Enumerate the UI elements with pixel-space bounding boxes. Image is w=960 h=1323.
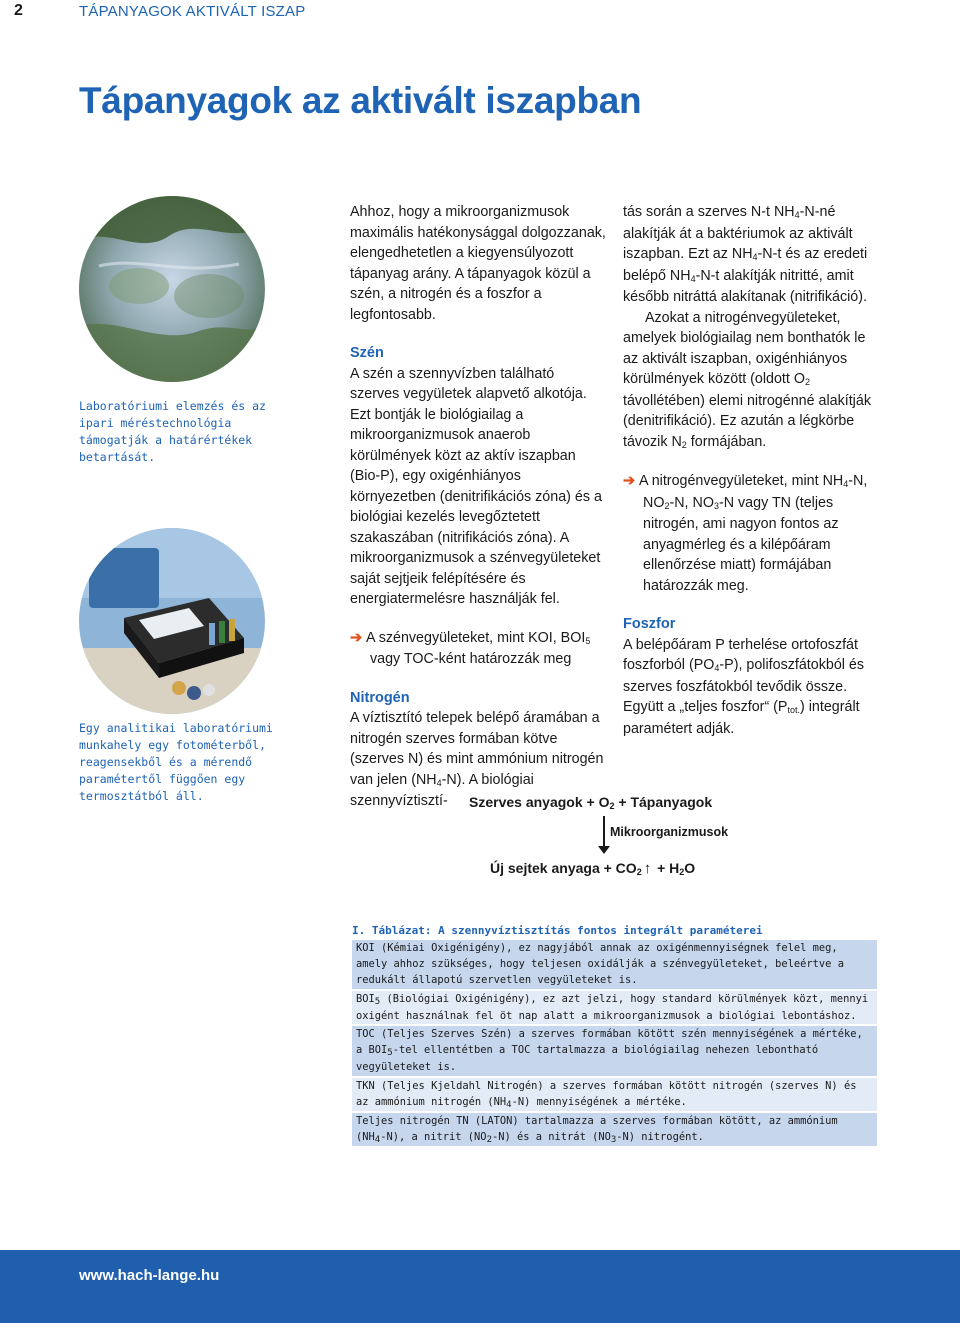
heading-nitrogen: Nitrogén [350,689,410,706]
reaction-arrow-head [598,846,610,854]
arrow-up-icon: ↑ [643,860,652,877]
pond-photo-image [79,196,265,382]
arrow-right-icon: ➔ [623,473,635,489]
table-row-koi: KOI (Kémiai Oxigénigény), ez nagyjából annak az oxigénmennyiségnek felel meg, amely ahhoz szükséges, hogy teljesen oxidálják a szénvegyületeket, beleértve a redukált állapotú szervetlen vegyületeket is. [352,940,877,989]
foszfor-paragraph: A belépőáram P terhelése ortofoszfát foszforból (PO4-P), polifoszfátokból és szerves foszfátokból tevődik össze. Együtt a „teljes foszfor“ (Ptot.) integrált paramétert adják. [623,636,865,737]
equation-catalyst: Mikroorganizmusok [610,825,729,839]
page-title: Tápanyagok az aktivált iszapban [79,80,642,121]
heading-szen: Szén [350,345,384,361]
page-number: 2 [14,2,23,19]
intro-paragraph: Ahhoz, hogy a mikroorganizmusok maximális hatékonysággal dolgozzanak, elengedhetetlen a kiegyensúlyozott tápanyag arány. A tápanyagok közül a szén, a nitrogén és a foszfor a legfontosabb. [350,204,606,323]
pond-photo [79,196,265,382]
table-row-boi: BOI5 (Biológiai Oxigénigény), ez azt jelzi, hogy standard körülmények közt, mennyi oxigént használnak fel öt nap alatt a mikroorganizmusok a biológiai lebontáshoz. [352,991,877,1024]
parameters-table [352,924,877,1148]
caption-lab: Egy analitikai laboratóriumi munkahely egy fotométerből, reagensekből és a mérendő paramétertől függően egy termosztátból áll. [79,721,273,803]
table-row-toc: TOC (Teljes Szerves Szén) a szerves formában kötött szén mennyiségének a mértéke, a BOI5-tel ellentétben a TOC tartalmazza a biológiailag nehezen lebontható vegyületeket is. [352,1026,877,1076]
equation-products: Új sejtek anyaga + CO2 ↑ + H2O [490,860,696,877]
footer-bar [0,1250,960,1323]
table-title: I. Táblázat: A szennyvíztisztítás fontos integrált paraméterei [352,924,763,937]
column-2 [623,202,883,739]
website-link[interactable]: www.hach-lange.hu [79,1267,220,1284]
nitrification-paragraph: tás során a szerves N-t NH4-N-né alakítják át a baktériumok az aktivált iszapban. Ezt az NH4-N-t és az eredeti belépő NH4-N-t alakítják nitritté, amit később nitráttá alakítanak (nitrifikáció). [623,204,868,305]
table-row-tn: Teljes nitrogén TN (LATON) tartalmazza a szerves formában kötött, az ammónium (NH4-N), a nitrit (NO2-N) és a nitrát (NO3-N) nitrogént. [352,1113,877,1146]
photometer-photo [79,528,265,714]
column-1 [350,202,606,812]
szen-paragraph: A szén a szennyvízben található szerves vegyületek alapvető alkotója. Ezt bontják le biológiailag a mikroorganizmusok anaerob körülmények közt az aktív iszapban (Bio-P), egy oxigénhiányos környezetben (denitrifikációs zóna) és a biológiai kezelés levegőztetett szakaszában (nitrifikációs zóna). A mikroorganizmusok a szénvegyületeket saját sejtjeik felépítésére és energiatermelésre használják fel. [350,365,602,607]
reaction-arrow-line [603,816,605,850]
arrow-right-icon: ➔ [350,629,362,646]
photometer-image [79,528,265,714]
bullet-szen: ➔ A szénvegyületeket, mint KOI, BOI5 vagy TOC-ként határozzák meg [350,629,591,667]
section-title: TÁPANYAGOK AKTIVÁLT ISZAP [79,3,306,20]
table-row-tkn: TKN (Teljes Kjeldahl Nitrogén) a szerves formában kötött nitrogén (szerves N) és az ammónium nitrogén (NH4-N) mennyiségének a mértéke. [352,1078,877,1111]
heading-foszfor: Foszfor [623,616,676,632]
denitrification-paragraph: Azokat a nitrogénvegyületeket, amelyek biológiailag nem bonthatók le az aktivált iszapban, oxigénhiányos körülmények között (oldott O2 távollétében) elemi nitrogénné alakítják (denitrifikáció). Ez azután a légkörbe távozik N2 formájában. [623,309,871,450]
bullet-nitrogen: ➔ A nitrogénvegyületeket, mint NH4-N, NO2-N, NO3-N vagy TN (teljes nitrogén, ami nagyon fontos az anyagmérleg és a kilépőáram ellenőrzése miatt) formájában határozzák meg. [623,473,868,594]
caption-pond: Laboratóriumi elemzés és az ipari méréstechnológia támogatják a határértékek betartását. [79,399,266,464]
equation-reactants: Szerves anyagok + O2 + Tápanyagok [469,794,713,811]
nitrogen-paragraph: A víztisztító telepek belépő áramában a nitrogén szerves formában kötve (szerves N) és mint ammónium nitrogén van jelen (NH4-N). A biológiai szennyvíztisztí- [350,710,604,809]
